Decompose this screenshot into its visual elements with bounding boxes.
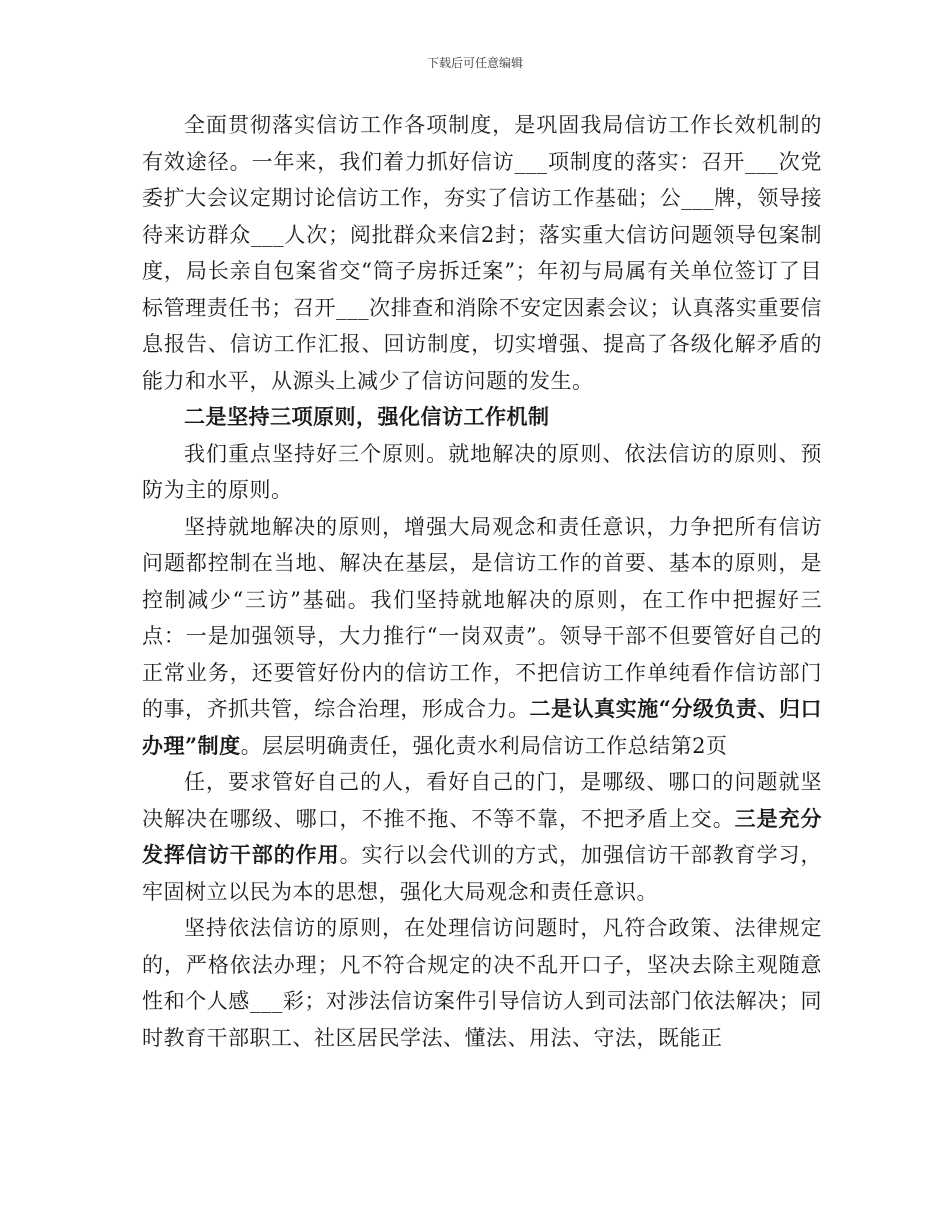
document-body bbox=[142, 107, 822, 1056]
page-header: 下载后可任意编辑 bbox=[426, 56, 523, 70]
paragraph-4-bold: 三是充分发挥信访干部的作用 bbox=[142, 805, 823, 867]
paragraph-1: 全面贯彻落实信访工作各项制度，是巩固我局信访工作长效机制的有效途径。一年来，我们着力抓好信访___项制度的落实：召开___次党委扩大会议定期讨论信访工作，夯实了信访工作基础；公___牌，领导接待来访群众___人次；阅批群众来信2封；落实重大信访问题领导包案制度，局长亲自包案省交“筒子房拆迁案”；年初与局属有关单位签订了目标管理责任书；召开___次排查和消除不安定因素会议；认真落实重要信息报告、信访工作汇报、回访制度，切实增强、提高了各级化解矛盾的能力和水平，从源头上减少了信访问题的发生。 bbox=[142, 113, 822, 393]
paragraph-4 bbox=[142, 764, 822, 910]
paragraph-3-bold: 二是认真实施“分级负责、归口办理”制度 bbox=[142, 696, 823, 758]
paragraph-4-text-a: 任，要求管好自己的人，看好自己的门，是哪级、哪口的问题就坚决解决在哪级、哪口，不推不拖、不等不靠，不把矛盾上交。 bbox=[142, 770, 822, 831]
paragraph-2: 我们重点坚持好三个原则。就地解决的原则、依法信访的原则、预防为主的原则。 bbox=[142, 441, 822, 502]
paragraph-4-text-b: 。实行以会代训的方式，加强信访干部教育学习，牢固树立以民为本的思想，强化大局观念和责任意识。 bbox=[142, 843, 823, 904]
paragraph-3 bbox=[142, 509, 822, 765]
paragraph-3-text-b: 。层层明确责任，强化责水利局信访工作总结第2页 bbox=[240, 733, 728, 758]
paragraph-3-text-a: 坚持就地解决的原则，增强大局观念和责任意识，力争把所有信访问题都控制在当地、解决在基层，是信访工作的首要、基本的原则，是控制减少“三访”基础。我们坚持就地解决的原则，在工作中把握好三点：一是加强领导，大力推行“一岗双责”。领导干部不但要管好自己的正常业务，还要管好份内的信访工作，不把信访工作单纯看作信访部门的事，齐抓共管，综合治理，形成合力。 bbox=[142, 514, 822, 721]
section-heading: 二是坚持三项原则，强化信访工作机制 bbox=[184, 404, 550, 429]
paragraph-5: 坚持依法信访的原则，在处理信访问题时，凡符合政策、法律规定的，严格依法办理；凡不符合规定的决不乱开口子，坚决去除主观随意性和个人感___彩；对涉法信访案件引导信访人到司法部门依法解决；同时教育干部职工、社区居民学法、懂法、用法、守法，既能正 bbox=[142, 916, 822, 1050]
